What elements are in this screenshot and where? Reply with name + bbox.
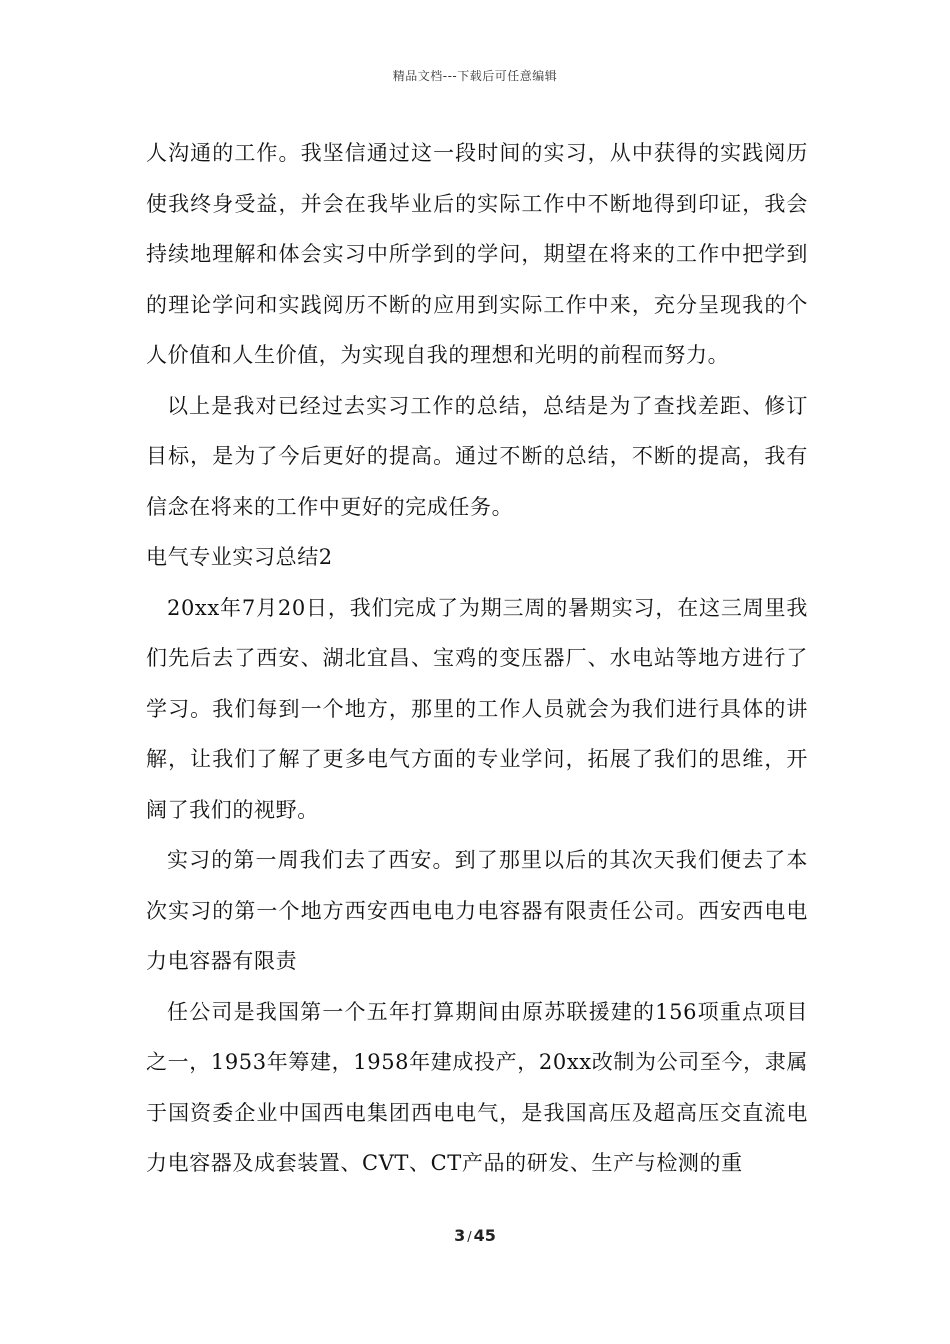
paragraph-internship-overview: 20xx年7月20日，我们完成了为期三周的暑期实习，在这三周里我们先后去了西安、湖北宜昌、宝鸡的变压器厂、水电站等地方进行了学习。我们每到一个地方，那里的工作人员就会为我们进行具体的讲解，让我们了解了更多电气方面的专业学问，拓展了我们的思维，开阔了我们的视野。: [146, 595, 808, 822]
paragraph-summary-purpose: 以上是我对已经过去实习工作的总结，总结是为了查找差距、修订目标，是为了今后更好的提高。通过不断的总结，不断的提高，我有信念在将来的工作中更好的完成任务。: [146, 393, 808, 519]
paragraph-internship-conclusion: 人沟通的工作。我坚信通过这一段时间的实习，从中获得的实践阅历使我终身受益，并会在我毕业后的实际工作中不断地得到印证，我会持续地理解和体会实习中所学到的学问，期望在将来的工作中把学到的理论学问和实践阅历不断的应用到实际工作中来，充分呈现我的个人价值和人生价值，为实现自我的理想和光明的前程而努力。: [146, 141, 808, 367]
paragraph-company-intro: 任公司是我国第一个五年打算期间由原苏联援建的156项重点项目之一，1953年筹建，1958年建成投产，20xx改制为公司至今，隶属于国资委企业中国西电集团西电电气，是我国高压及超高压交直流电力电容器及成套装置、CVT、CT产品的研发、生产与检测的重: [146, 999, 808, 1175]
page-number-current: 3: [454, 1226, 466, 1245]
page-number-separator: /: [467, 1230, 472, 1245]
page-number-total: 45: [473, 1226, 496, 1245]
paragraph-first-week: 实习的第一周我们去了西安。到了那里以后的其次天我们便去了本次实习的第一个地方西安西电电力电容器有限责任公司。西安西电电力电容器有限责: [146, 848, 808, 973]
page-number: [0, 1226, 950, 1245]
section-heading: 电气专业实习总结2: [146, 545, 333, 569]
page-content: [146, 128, 808, 1189]
page-header: 精品文档---下载后可任意编辑: [392, 69, 558, 83]
